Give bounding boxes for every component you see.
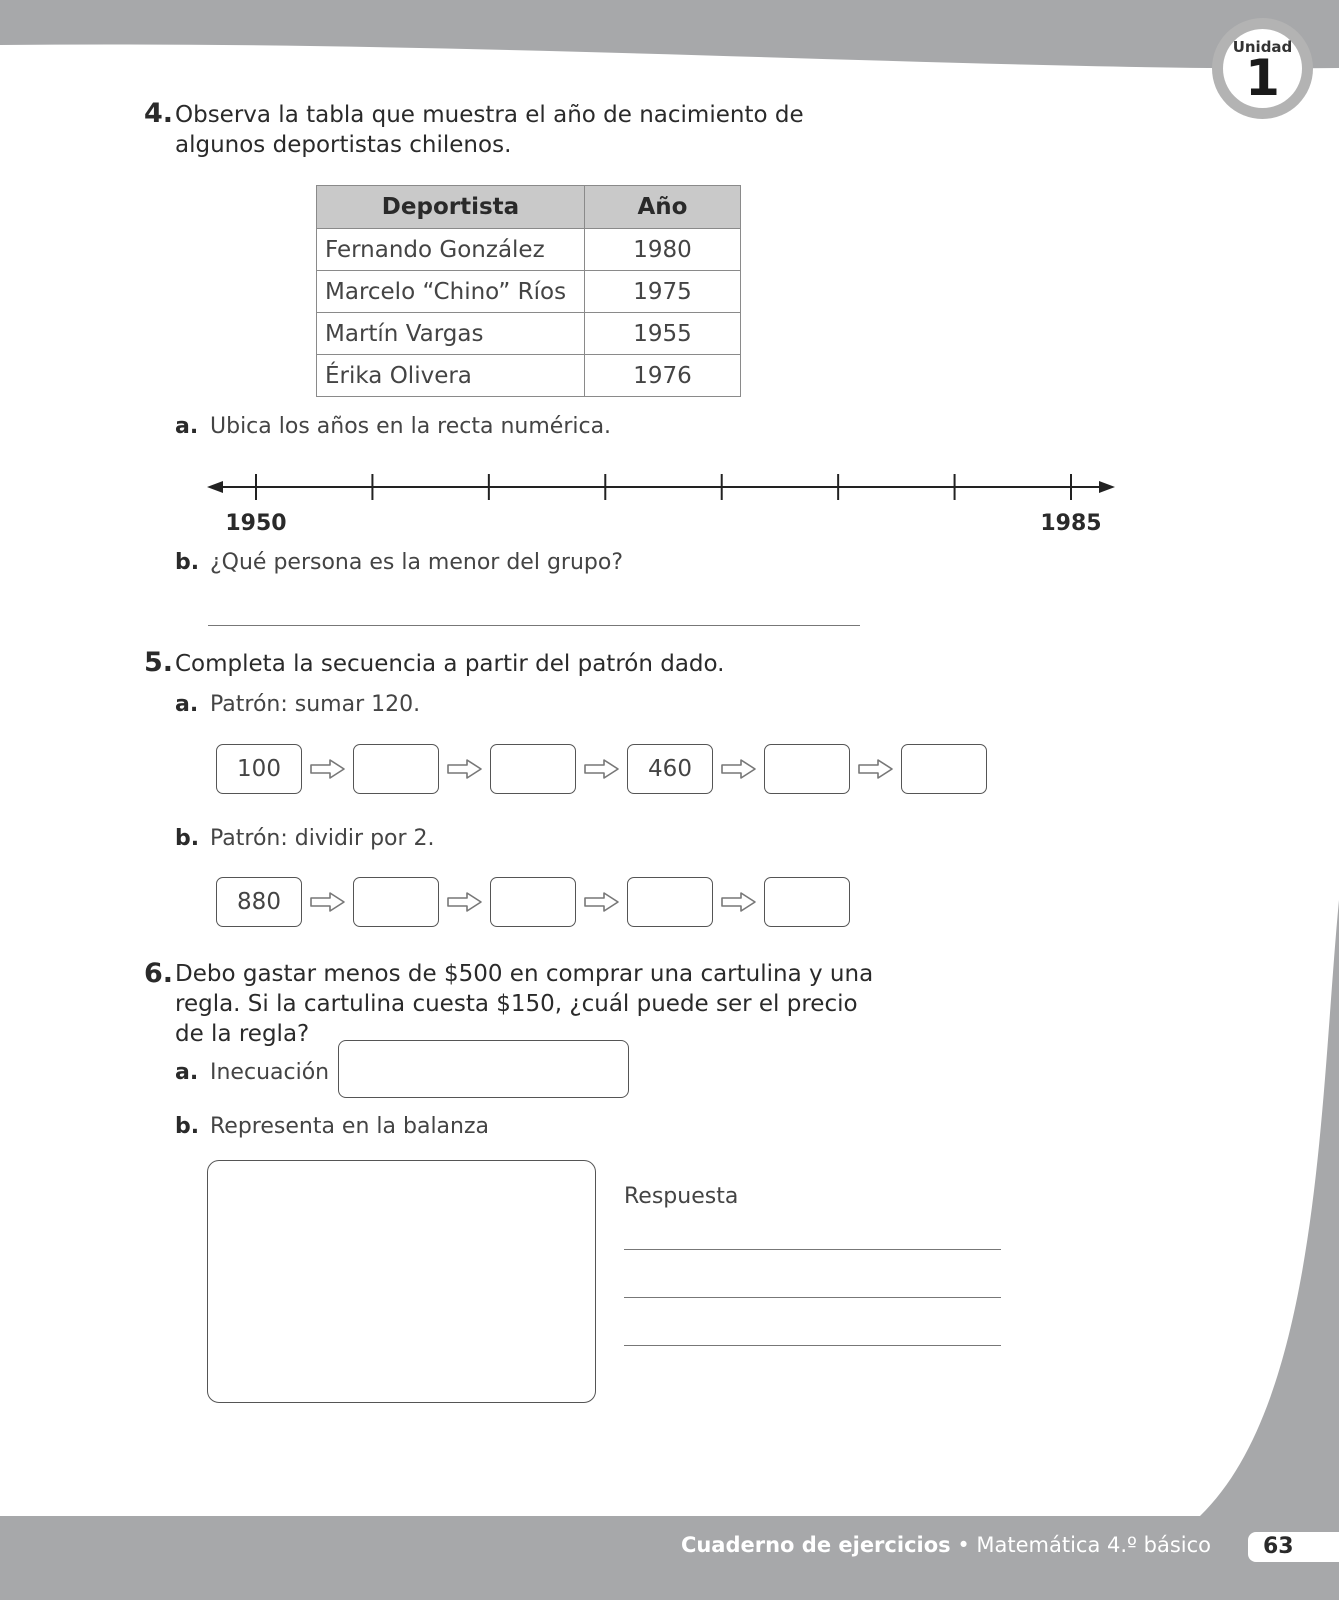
q6b-text: Representa en la balanza — [210, 1114, 490, 1139]
seq-a-box-given: 100 — [216, 744, 302, 794]
table-header-year: Año — [585, 186, 741, 229]
q6a-letter: a. — [175, 1060, 199, 1085]
footer-text — [681, 1533, 1211, 1557]
number-line-start-label: 1950 — [225, 511, 287, 536]
table-cell-name: Érika Olivera — [317, 355, 585, 397]
q5a-text: Patrón: sumar 120. — [210, 692, 421, 717]
answer-line-3[interactable] — [624, 1345, 1001, 1346]
q4b-text: ¿Qué persona es la menor del grupo? — [210, 550, 623, 575]
q4a-text: Ubica los años en la recta numérica. — [210, 414, 612, 439]
q4b-answer-line[interactable] — [208, 625, 860, 626]
seq-b-box-answer[interactable] — [764, 877, 850, 927]
balance-drawing-box[interactable] — [207, 1160, 596, 1403]
seq-a-box-answer[interactable] — [901, 744, 987, 794]
double-arrow-right-icon — [582, 891, 622, 913]
table-row — [317, 355, 741, 397]
seq-b-box-answer[interactable] — [353, 877, 439, 927]
question-4-text-line1: Observa la tabla que muestra el año de nacimiento de — [175, 102, 804, 128]
q6b-letter: b. — [175, 1114, 200, 1139]
question-6-text-line3: de la regla? — [175, 1021, 310, 1047]
double-arrow-right-icon — [445, 758, 485, 780]
seq-a-box-given: 460 — [627, 744, 713, 794]
q5b-letter: b. — [175, 826, 200, 851]
q5b-text: Patrón: dividir por 2. — [210, 826, 435, 851]
table-header-athlete: Deportista — [317, 186, 585, 229]
seq-a-box-answer[interactable] — [764, 744, 850, 794]
question-4-number: 4. — [144, 98, 174, 129]
seq-a-box-answer[interactable] — [353, 744, 439, 794]
table-cell-year: 1976 — [585, 355, 741, 397]
q4a-letter: a. — [175, 414, 199, 439]
double-arrow-right-icon — [582, 758, 622, 780]
q5a-letter: a. — [175, 692, 199, 717]
table-cell-year: 1980 — [585, 229, 741, 271]
double-arrow-right-icon — [308, 758, 348, 780]
double-arrow-right-icon — [719, 758, 759, 780]
question-5-number: 5. — [144, 647, 174, 678]
table-cell-name: Marcelo “Chino” Ríos — [317, 271, 585, 313]
double-arrow-right-icon — [719, 891, 759, 913]
number-line-right-arrow — [1099, 481, 1115, 493]
footer-book-title: Cuaderno de ejercicios — [680, 1533, 951, 1557]
unit-label: Unidad — [1232, 38, 1293, 56]
right-curve-shape — [1200, 900, 1339, 1516]
double-arrow-right-icon — [856, 758, 896, 780]
inequality-answer-box[interactable] — [338, 1040, 629, 1098]
double-arrow-right-icon — [308, 891, 348, 913]
q6a-text: Inecuación — [210, 1060, 330, 1085]
double-arrow-right-icon — [445, 891, 485, 913]
q4b-letter: b. — [175, 550, 200, 575]
athlete-table — [316, 185, 741, 397]
number-line-end-label: 1985 — [1040, 511, 1102, 536]
top-gray-band — [0, 0, 1339, 68]
answer-line-2[interactable] — [624, 1297, 1001, 1298]
footer-separator: • — [950, 1533, 977, 1557]
number-line[interactable] — [205, 470, 1125, 540]
seq-b-box-answer[interactable] — [490, 877, 576, 927]
question-6-text-line2: regla. Si la cartulina cuesta $150, ¿cuál puede ser el precio — [175, 991, 858, 1017]
table-cell-name: Martín Vargas — [317, 313, 585, 355]
seq-a-box-answer[interactable] — [490, 744, 576, 794]
table-row — [317, 313, 741, 355]
table-cell-name: Fernando González — [317, 229, 585, 271]
answer-line-1[interactable] — [624, 1249, 1001, 1250]
page-number: 63 — [1263, 1534, 1294, 1559]
answer-label: Respuesta — [624, 1184, 739, 1209]
table-header-row — [317, 186, 741, 229]
question-4-text-line2: algunos deportistas chilenos. — [175, 132, 512, 158]
table-row — [317, 271, 741, 313]
table-row — [317, 229, 741, 271]
bottom-gray-band — [0, 1516, 1339, 1600]
question-5-text: Completa la secuencia a partir del patrón dado. — [175, 651, 725, 677]
unit-number: 1 — [1245, 49, 1280, 107]
footer-subject: Matemática 4.º básico — [976, 1533, 1211, 1557]
question-6-text-line1: Debo gastar menos de $500 en comprar una cartulina y una — [175, 961, 874, 987]
table-cell-year: 1975 — [585, 271, 741, 313]
question-6-number: 6. — [144, 958, 174, 989]
table-cell-year: 1955 — [585, 313, 741, 355]
seq-b-box-answer[interactable] — [627, 877, 713, 927]
seq-b-box-given: 880 — [216, 877, 302, 927]
number-line-left-arrow — [207, 481, 223, 493]
